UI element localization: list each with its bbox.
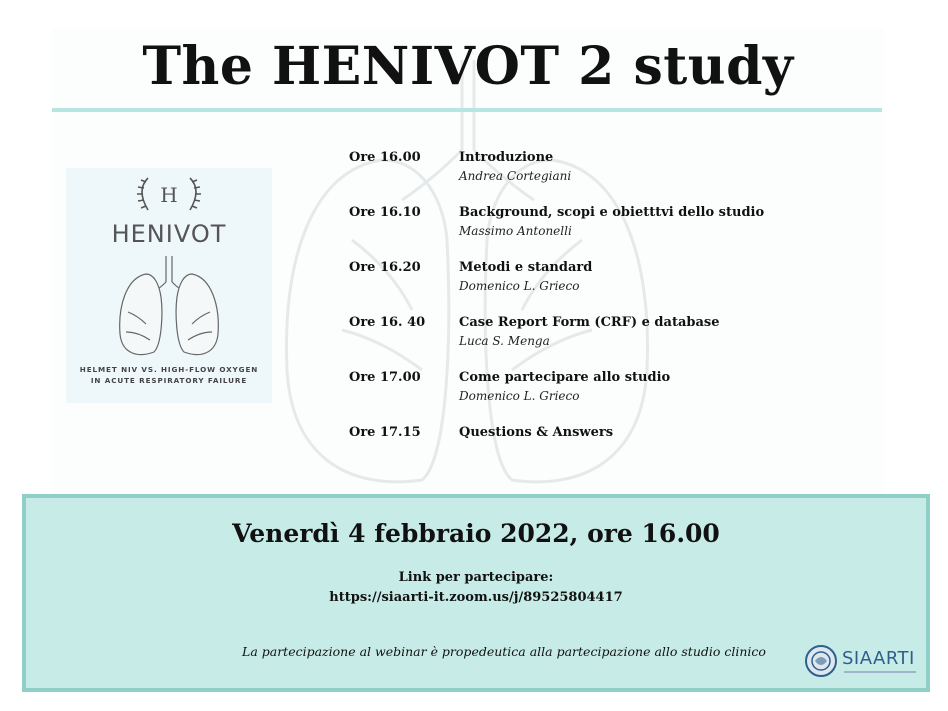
laurel-monogram-icon	[66, 170, 272, 220]
participation-note: La partecipazione al webinar è propedeutica alla partecipazione allo studio clinico	[242, 644, 766, 659]
logo-tagline-line2: IN ACUTE RESPIRATORY FAILURE	[90, 376, 248, 385]
page-title: The HENIVOT 2 study	[142, 36, 794, 97]
agenda-speaker: Luca S. Menga	[459, 334, 550, 348]
agenda-speaker: Andrea Cortegiani	[459, 169, 572, 183]
logo-brand: HENIVOT	[111, 220, 227, 248]
logo-tagline-line1: HELMET NIV VS. HIGH-FLOW OXYGEN	[79, 365, 259, 374]
henivot-logo	[66, 168, 272, 403]
agenda-topic: Questions & Answers	[459, 425, 614, 440]
agenda-topic: Metodi e standard	[459, 260, 593, 275]
event-banner	[22, 494, 930, 692]
agenda-time: Ore 17.00	[349, 370, 421, 385]
agenda-speaker: Domenico L. Grieco	[459, 389, 580, 403]
agenda-time: Ore 16.10	[349, 205, 421, 220]
siaarti-wordmark: SIAARTI	[842, 648, 915, 669]
logo-monogram: H	[160, 183, 178, 207]
agenda-topic: Case Report Form (CRF) e database	[459, 315, 720, 330]
agenda-speaker: Massimo Antonelli	[459, 224, 572, 238]
agenda-topic: Background, scopi e obietttvi dello studio	[459, 205, 765, 220]
agenda-time: Ore 16.00	[349, 150, 421, 165]
agenda-time: Ore 17.15	[349, 425, 421, 440]
link-label: Link per partecipare:	[398, 570, 554, 585]
agenda-topic: Come partecipare allo studio	[459, 370, 671, 385]
siaarti-logo	[804, 644, 919, 678]
zoom-link[interactable]: https://siaarti-it.zoom.us/j/89525804417	[329, 590, 623, 605]
siaarti-emblem-icon	[804, 644, 838, 678]
logo-tagline	[66, 364, 272, 386]
agenda-speaker: Domenico L. Grieco	[459, 279, 580, 293]
agenda-topic: Introduzione	[459, 150, 554, 165]
agenda-time: Ore 16. 40	[349, 315, 426, 330]
title-underline	[52, 108, 882, 112]
event-date: Venerdì 4 febbraio 2022, ore 16.00	[232, 519, 720, 548]
siaarti-subline	[844, 671, 916, 673]
agenda-time: Ore 16.20	[349, 260, 421, 275]
lungs-icon	[66, 252, 272, 362]
